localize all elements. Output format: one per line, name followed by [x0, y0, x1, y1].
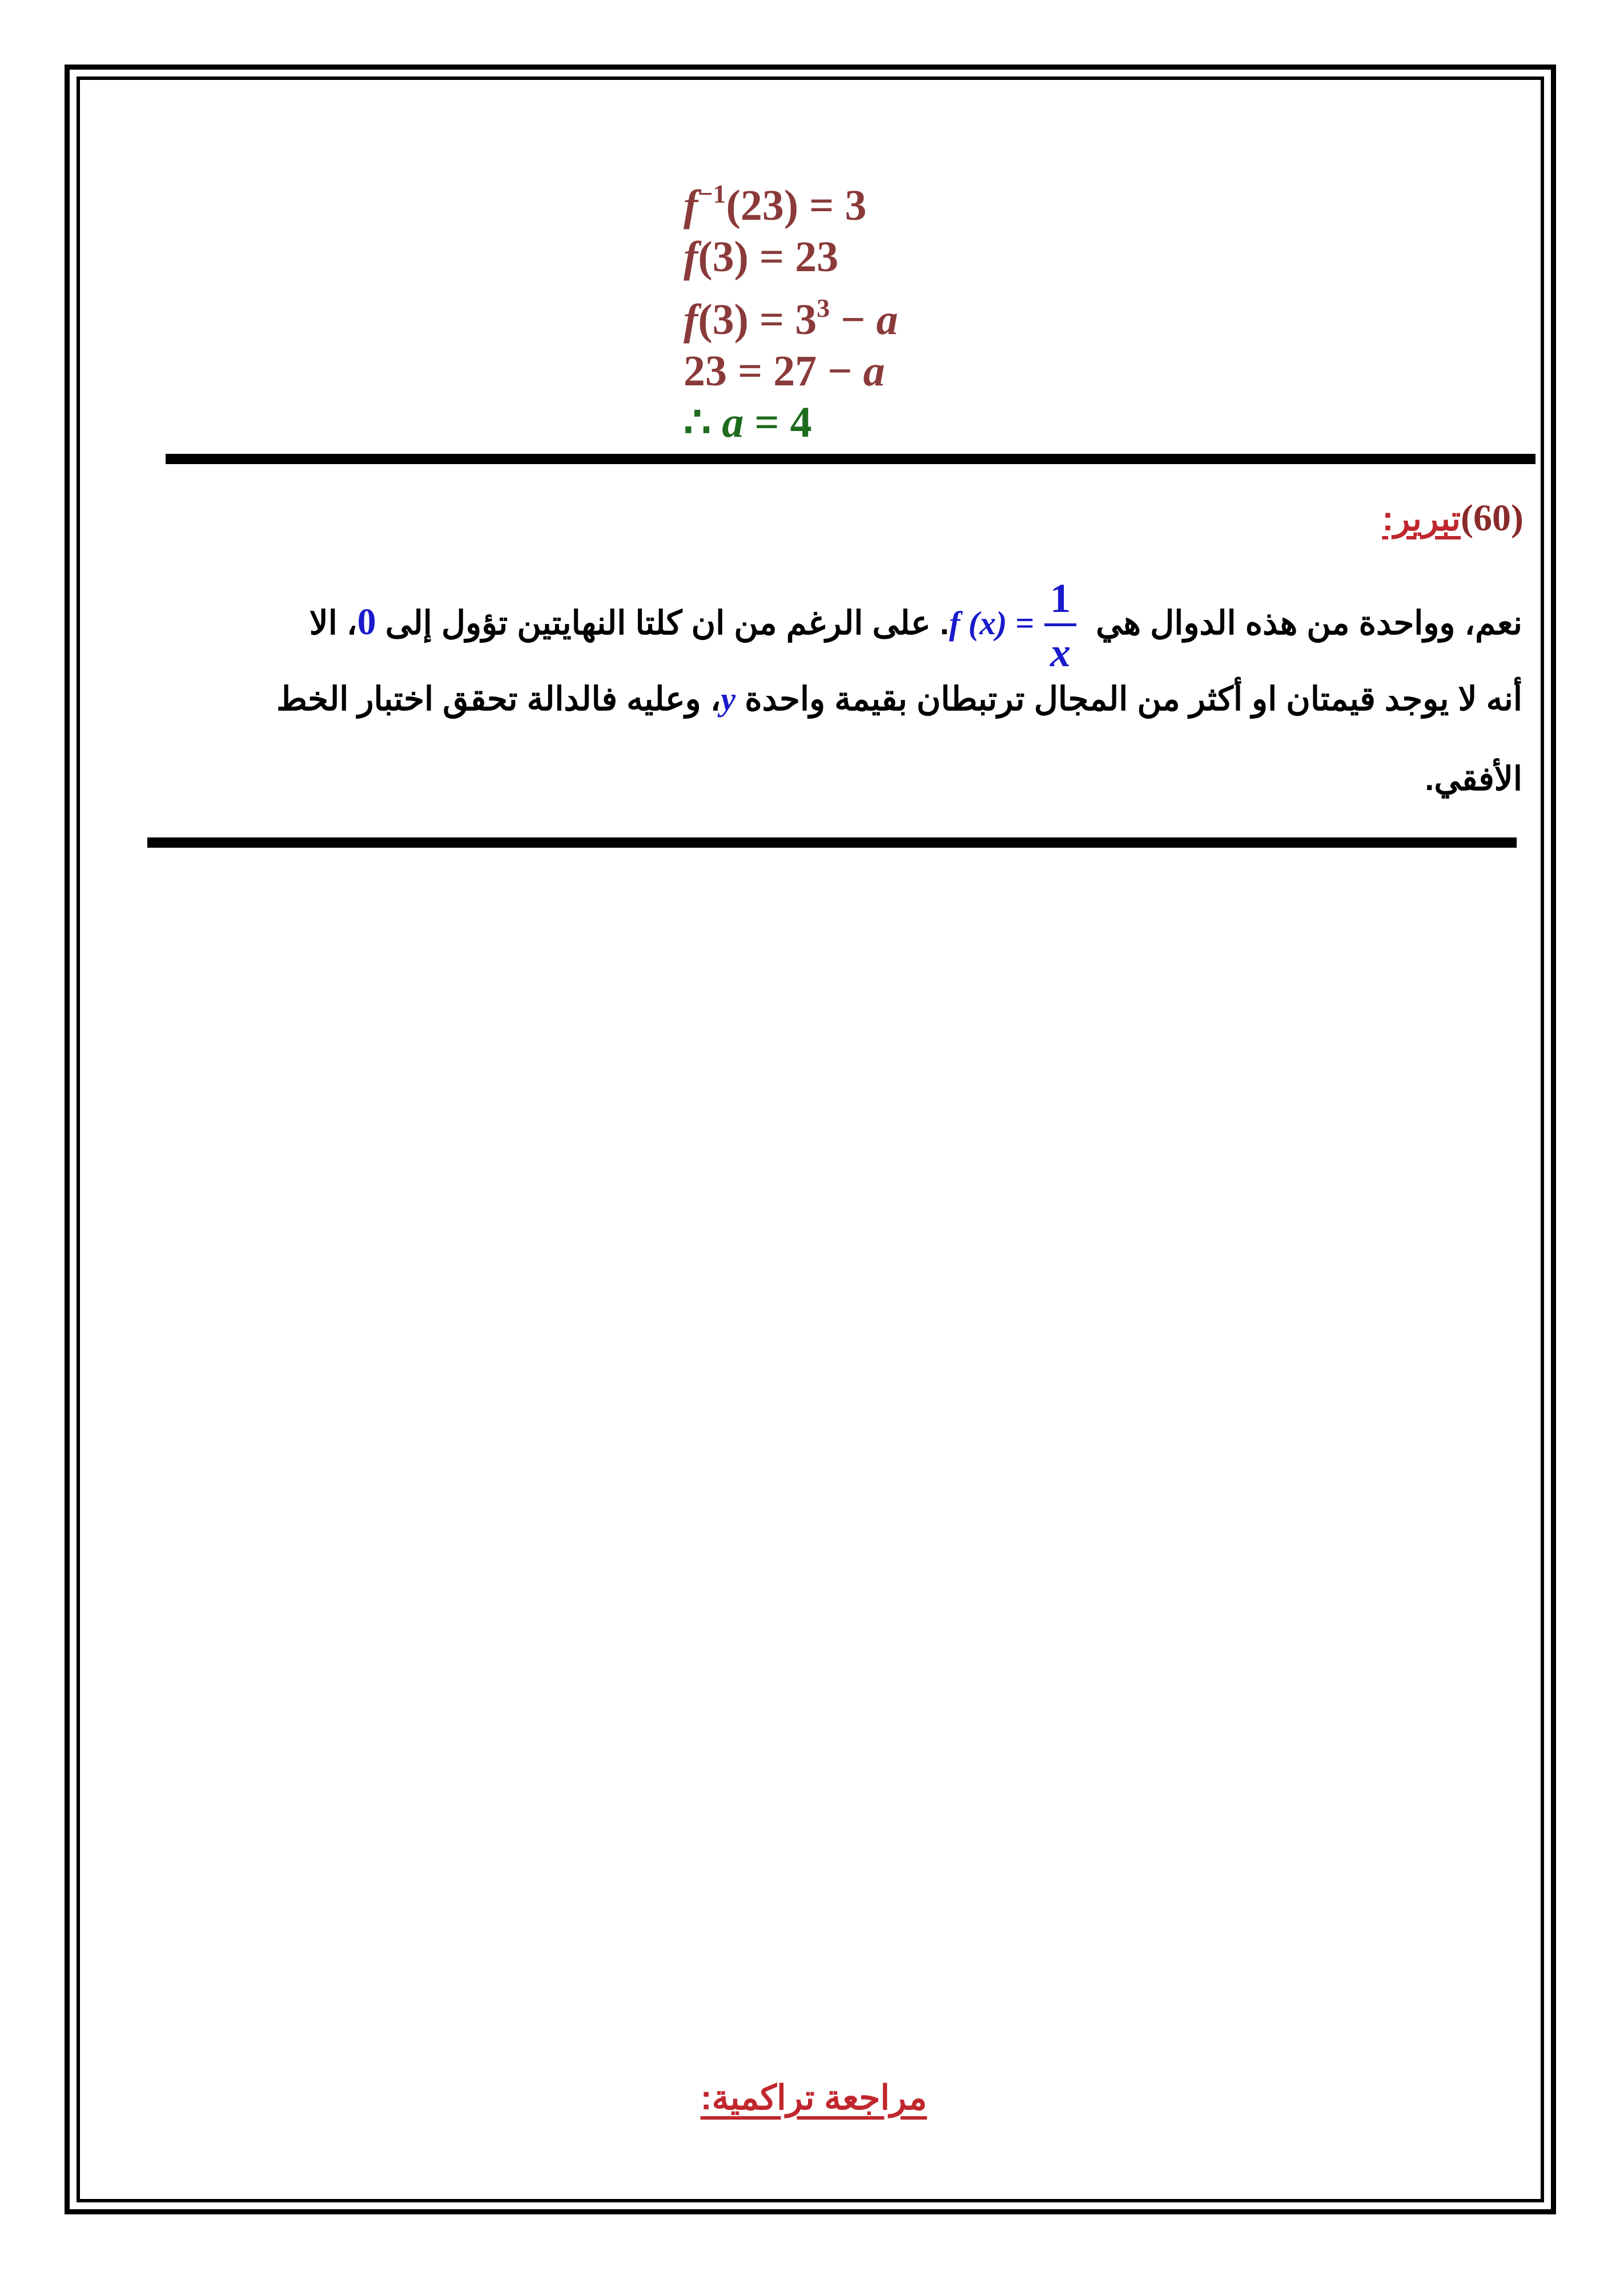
math-line-3: $f(3) = 3^3 - a$	[684, 293, 898, 344]
y-variable: y	[721, 680, 736, 718]
section-heading	[1382, 497, 1523, 540]
math-line-1: $f^{-1}(23) = 3$	[684, 179, 867, 229]
function-expression: f (x) =	[948, 604, 1034, 642]
math-line-2: f(3) = 23	[684, 233, 839, 281]
paragraph-line-1: نعم، وواحدة من هذه الدوال هي $\frac{1}{x}$ f (x) =. على الرغم من ان كلتا النهايتين تؤول إلى 0، الا	[309, 575, 1522, 675]
limit-value: 0	[357, 601, 376, 643]
section-title: تبرير:	[1382, 500, 1461, 538]
math-line-5-result: ∴ a = 4	[684, 398, 812, 446]
divider-top	[166, 454, 1535, 464]
paragraph-line-2: أنه لا يوجد قيمتان او أكثر من المجال ترتبطان بقيمة واحدة y، وعليه فالدالة تحقق اختبار الخط	[276, 680, 1522, 718]
divider-bottom	[147, 837, 1517, 848]
math-derivation	[684, 168, 898, 448]
fraction-one-over-x: $\frac{1}{x}$	[1044, 578, 1076, 673]
math-line-4: 23 = 27 − a	[684, 347, 885, 395]
footer-title: مراجعة تراكمية:	[700, 2079, 927, 2117]
section-number: (60)	[1461, 497, 1523, 539]
paragraph-line-3: الأفقي.	[1425, 760, 1522, 797]
